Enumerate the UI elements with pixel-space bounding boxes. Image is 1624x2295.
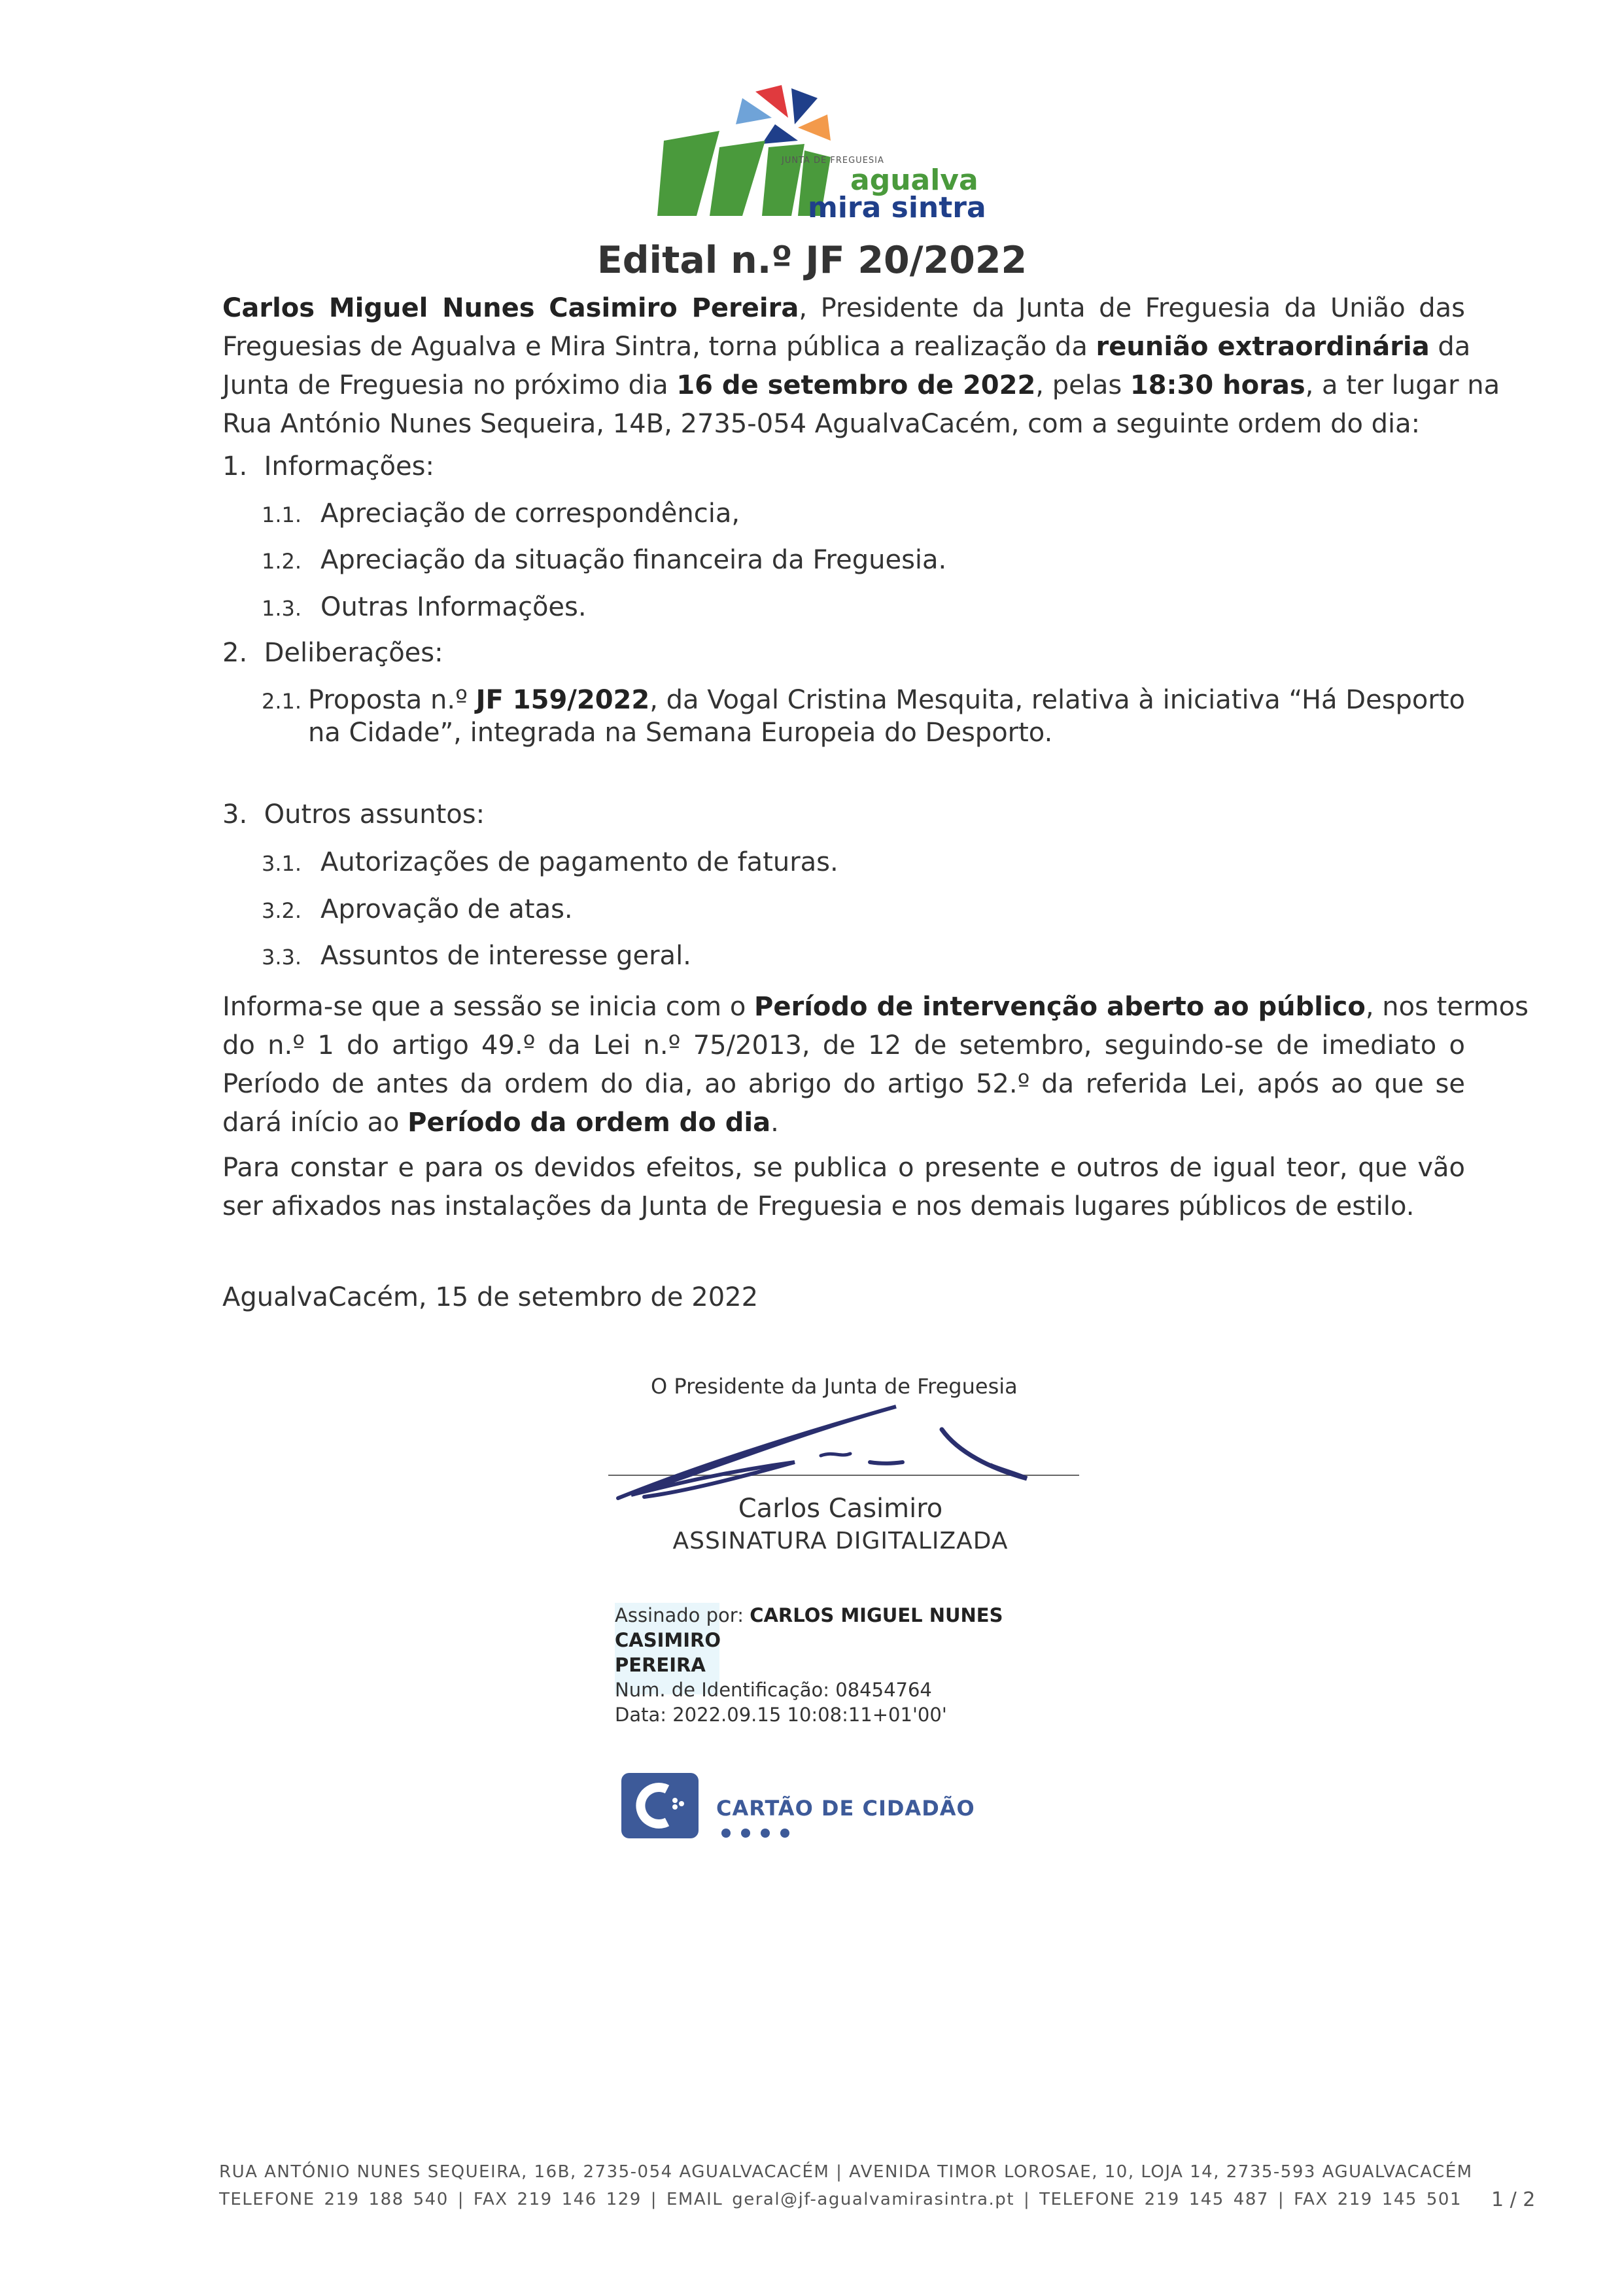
page-number: 1 / 2 <box>1491 2188 1536 2211</box>
agenda-section-2: 2. Deliberações: <box>222 638 443 668</box>
agenda-section-3: 3. Outros assuntos: <box>222 799 485 830</box>
digital-sign-details: Assinado por: CARLOS MIGUEL NUNES CASIMIRO PEREIRA Num. de Identificação: 08454764 Data: 2022.09.15 10:08:11+01'00' <box>615 1604 1003 1726</box>
edital-title: Edital n.º JF 20/2022 <box>596 239 1028 282</box>
cartao-cidadao-logo <box>621 1773 699 1838</box>
digital-signature-label: ASSINATURA DIGITALIZADA <box>672 1528 1009 1554</box>
president-name: Carlos Casimiro <box>738 1494 943 1524</box>
cartao-cidadao-text: CARTÃO DE CIDADÃO <box>716 1796 975 1821</box>
info-paragraph: Informa-se que a sessão se inicia com o Período de intervenção aberto ao público, nos termos do n.º 1 do artigo 49.º da Lei n.º 75/2013, de 12 de setembro, seguindo-se de imediato o Período de antes da ordem do dia, ao abrigo do artigo 52.º da referida Lei, após ao que se dará início ao Período da ordem do dia. <box>222 992 1529 1138</box>
agenda-item-3-2: 3.2. Aprovação de atas. <box>262 894 573 924</box>
logo-mira-sintra: mira sintra <box>808 191 986 224</box>
date-place: AgualvaCacém, 15 de setembro de 2022 <box>222 1282 759 1312</box>
agenda-item-3-1: 3.1. Autorizações de pagamento de faturas. <box>262 847 838 877</box>
intro-paragraph: Carlos Miguel Nunes Casimiro Pereira, Presidente da Junta de Freguesia da União das Freguesias de Agualva e Mira Sintra, torna pública a realização da reunião extraordinária da Junta de Freguesia no próximo dia 16 de setembro de 2022, pelas 18:30 horas, a ter lugar na Rua António Nunes Sequeira, 14B, 2735-054 AgualvaCacém, com a seguinte ordem do dia: <box>222 293 1500 439</box>
logo-agualva: agualva <box>850 164 978 197</box>
president-full-name: Carlos Miguel Nunes Casimiro Pereira <box>222 293 799 323</box>
agenda-item-1-3: 1.3. Outras Informações. <box>262 592 587 622</box>
closing-paragraph: Para constar e para os devidos efeitos, se publica o presente e outros de igual teor, que vão ser afixados nas instalações da Junta de Freguesia e nos demais lugares públicos de estilo. <box>222 1153 1465 1221</box>
cc-dots-icon <box>719 1825 804 1841</box>
president-title: O Presidente da Junta de Freguesia <box>651 1374 1018 1399</box>
cc-symbol-icon <box>621 1773 699 1838</box>
agenda-section-1: 1. Informações: <box>222 451 434 482</box>
agenda-item-3-3: 3.3. Assuntos de interesse geral. <box>262 941 691 971</box>
footer-contacts: TELEFONE 219 188 540 | FAX 219 146 129 | EMAIL geral@jf-agualvamirasintra.pt | TELEFONE 219 145 487 | FAX 219 145 501 <box>219 2190 1462 2209</box>
agenda-item-1-2: 1.2. Apreciação da situação financeira da Freguesia. <box>262 545 947 575</box>
footer-address: RUA ANTÓNIO NUNES SEQUEIRA, 16B, 2735-054 AGUALVACACÉM | AVENIDA TIMOR LOROSAE, 10, LOJA 14, 2735-593 AGUALVACACÉM <box>219 2162 1473 2182</box>
logo-small-text: JUNTA DE FREGUESIA <box>782 156 884 166</box>
agenda-item-1-1: 1.1. Apreciação de correspondência, <box>262 499 740 529</box>
agenda-item-2-1: 2.1. Proposta n.º JF 159/2022, da Vogal Cristina Mesquita, relativa à iniciativa “Há Desporto na Cidade”, integrada na Semana Europeia do Desporto. <box>262 685 1465 748</box>
